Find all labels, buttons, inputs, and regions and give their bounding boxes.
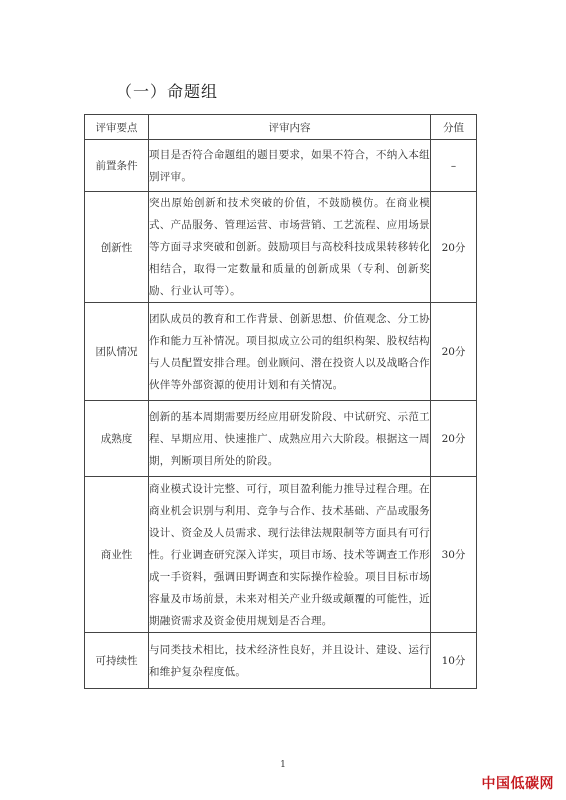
header-content: 评审内容 bbox=[149, 115, 431, 140]
row-score: 20分 bbox=[431, 303, 477, 401]
row-point: 前置条件 bbox=[85, 140, 149, 192]
table-row bbox=[85, 477, 477, 633]
row-content: 与同类技术相比，技术经济性良好，并且设计、建设、运行和维护复杂程度低。 bbox=[149, 633, 431, 689]
section-title: （一）命题组 bbox=[116, 82, 219, 101]
row-content: 创新的基本周期需要历经应用研发阶段、中试研究、示范工程、早期应用、快速推广、成熟应用六大阶段。根据这一周期，判断项目所处的阶段。 bbox=[149, 401, 431, 477]
table-row bbox=[85, 140, 477, 192]
row-score: – bbox=[431, 140, 477, 192]
row-content: 项目是否符合命题组的题目要求，如果不符合，不纳入本组别评审。 bbox=[149, 140, 431, 192]
row-point: 成熟度 bbox=[85, 401, 149, 477]
table-header-row bbox=[85, 115, 477, 140]
site-watermark: 中国低碳网 bbox=[481, 776, 554, 792]
row-point: 可持续性 bbox=[85, 633, 149, 689]
row-content: 突出原始创新和技术突破的价值，不鼓励模仿。在商业模式、产品服务、管理运营、市场营销、工艺流程、应用场景等方面寻求突破和创新。鼓励项目与高校科技成果转移转化相结合，取得一定数量和质量的创新成果（专利、创新奖励、行业认可等）。 bbox=[149, 192, 431, 303]
header-score: 分值 bbox=[431, 115, 477, 140]
row-point: 创新性 bbox=[85, 192, 149, 303]
row-content: 商业模式设计完整、可行，项目盈利能力推导过程合理。在商业机会识别与利用、竞争与合作、技术基础、产品或服务设计、资金及人员需求、现行法律法规限制等方面具有可行性。行业调查研究深入详实，项目市场、技术等调查工作形成一手资料，强调田野调查和实际操作检验。项目目标市场容量及市场前景，未来对相关产业升级或颠覆的可能性，近期融资需求及资金使用规划是否合理。 bbox=[149, 477, 431, 633]
row-score: 20分 bbox=[431, 401, 477, 477]
row-score: 10分 bbox=[431, 633, 477, 689]
evaluation-table bbox=[84, 114, 477, 689]
row-point: 团队情况 bbox=[85, 303, 149, 401]
table-row bbox=[85, 633, 477, 689]
table-row bbox=[85, 192, 477, 303]
table-row bbox=[85, 401, 477, 477]
row-score: 20分 bbox=[431, 192, 477, 303]
header-point: 评审要点 bbox=[85, 115, 149, 140]
page-number: 1 bbox=[280, 760, 286, 770]
row-point: 商业性 bbox=[85, 477, 149, 633]
row-score: 30分 bbox=[431, 477, 477, 633]
table-row bbox=[85, 303, 477, 401]
row-content: 团队成员的教育和工作背景、创新思想、价值观念、分工协作和能力互补情况。项目拟成立公司的组织构架、股权结构与人员配置安排合理。创业顾问、潜在投资人以及战略合作伙伴等外部资源的使用计划和有关情况。 bbox=[149, 303, 431, 401]
